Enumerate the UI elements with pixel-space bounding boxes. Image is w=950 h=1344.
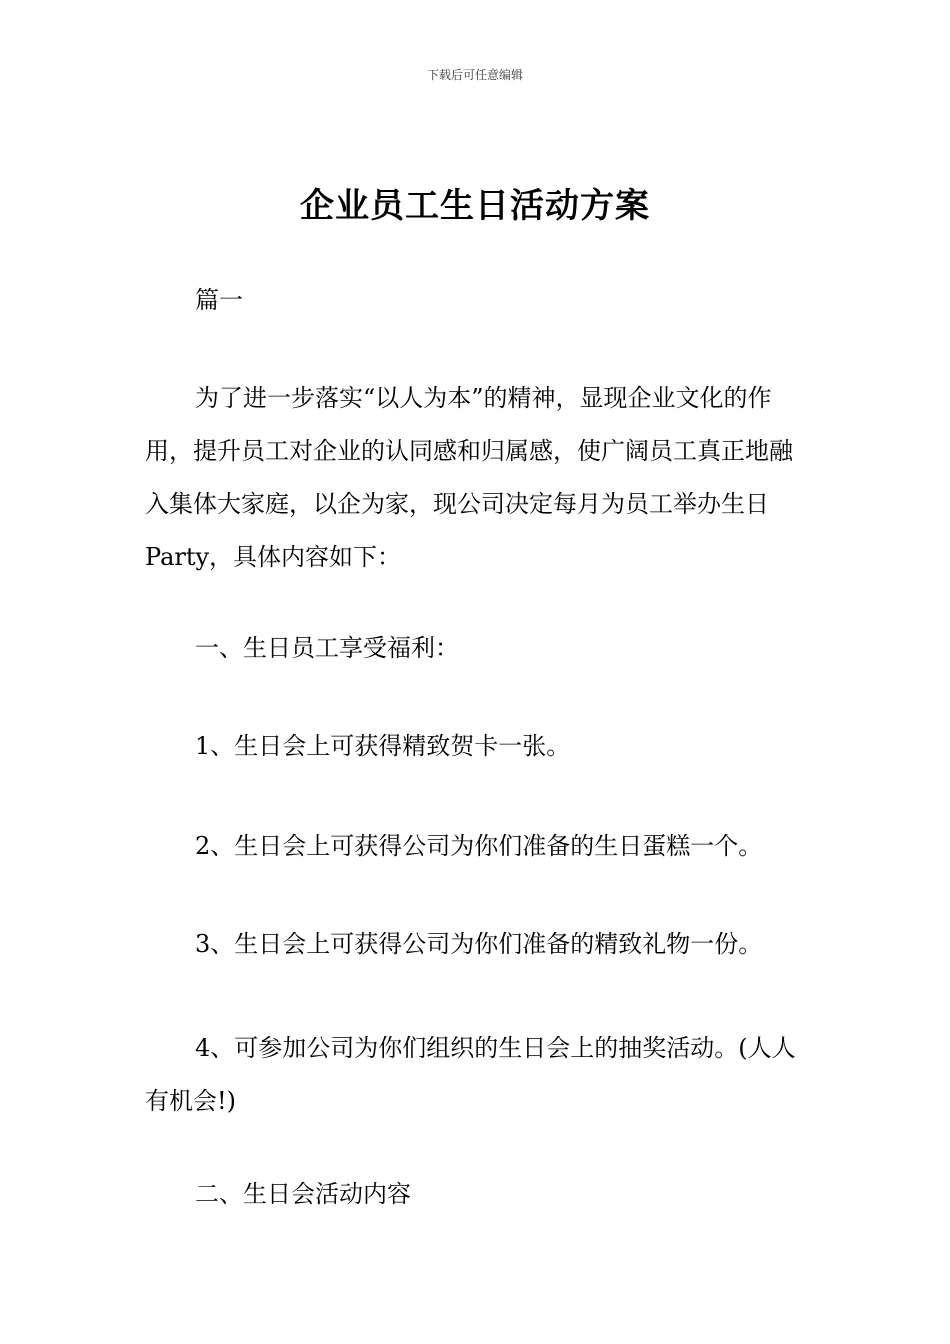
intro-paragraph: 为了进一步落实“以人为本”的精神，显现企业文化的作用，提升员工对企业的认同感和归属感，使广阔员工真正地融入集体大家庭，以企为家，现公司决定每月为员工举办生日Party，具体内容如下：	[145, 384, 793, 571]
document-title: 企业员工生日活动方案	[300, 186, 650, 226]
list-item: 2、生日会上可获得公司为你们准备的生日蛋糕一个。	[195, 832, 763, 860]
list-item: 1、生日会上可获得精致贺卡一张。	[195, 732, 571, 760]
list-item: 3、生日会上可获得公司为你们准备的精致礼物一份。	[195, 930, 763, 958]
header-note: 下载后可任意编辑	[426, 68, 523, 82]
list-item: 4、可参加公司为你们组织的生日会上的抽奖活动。(人人有机会!)	[145, 1034, 796, 1115]
section-label: 篇一	[195, 286, 243, 314]
heading-activities: 二、生日会活动内容	[195, 1180, 411, 1208]
heading-benefits: 一、生日员工享受福利：	[195, 634, 459, 662]
